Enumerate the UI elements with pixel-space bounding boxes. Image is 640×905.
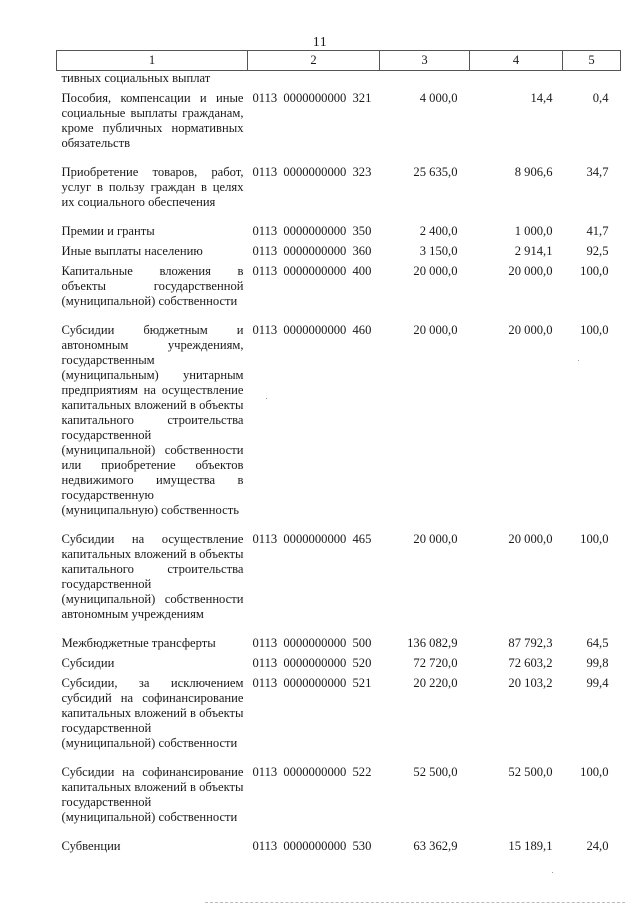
row-code-cell: 0113 0000000000 465	[252, 532, 372, 546]
row-actual-cell: 52 500,0	[508, 765, 553, 779]
row-actual-cell: 20 000,0	[508, 323, 553, 337]
row-code-cell	[248, 71, 380, 92]
table-row	[57, 244, 621, 264]
table-row	[57, 71, 621, 92]
table-row	[57, 323, 621, 532]
row-percent-cell: 100,0	[580, 323, 609, 337]
page-bottom-rule	[205, 902, 625, 903]
scan-speck	[578, 360, 579, 361]
table-row	[57, 636, 621, 656]
row-name-cell: Субвенции	[61, 839, 121, 853]
column-header-2: 2	[248, 51, 380, 71]
row-code-cell: 0113 0000000000 350	[252, 224, 372, 238]
row-percent-cell: 24,0	[586, 839, 609, 853]
row-plan-cell: 52 500,0	[413, 765, 458, 779]
row-actual-cell: 87 792,3	[508, 636, 553, 650]
row-actual-cell	[470, 71, 563, 92]
row-name-cell: Субсидии бюджетным и автономным учреждениям, государственным (муниципальным) унитарным предприятиям на осуществление капитальных вложений в объекты капитального строительства государственной (муниципальной) собственности или приобретение объектов недвижимого имущества в государственную (муниципальную) собственность	[61, 323, 244, 517]
row-percent-cell: 99,4	[586, 676, 609, 690]
table-row	[57, 165, 621, 224]
row-name-cell: Межбюджетные трансферты	[61, 636, 216, 650]
table-header-row	[57, 51, 621, 71]
row-code-cell: 0113 0000000000 460	[252, 323, 372, 337]
row-plan-cell: 2 400,0	[419, 224, 458, 238]
row-name-cell: Капитальные вложения в объекты государственной (муниципальной) собственности	[61, 264, 244, 308]
row-plan-cell: 20 220,0	[413, 676, 458, 690]
row-percent-cell: 100,0	[580, 765, 609, 779]
table-row	[57, 91, 621, 165]
row-actual-cell: 1 000,0	[514, 224, 553, 238]
row-plan-cell: 63 362,9	[413, 839, 458, 853]
row-plan-cell: 72 720,0	[413, 656, 458, 670]
row-actual-cell: 20 103,2	[508, 676, 553, 690]
row-code-cell: 0113 0000000000 530	[252, 839, 372, 853]
table-row	[57, 676, 621, 765]
row-actual-cell: 20 000,0	[508, 532, 553, 546]
column-header-3: 3	[380, 51, 470, 71]
column-header-5: 5	[563, 51, 621, 71]
row-percent-cell: 34,7	[586, 165, 609, 179]
row-plan-cell: 20 000,0	[413, 532, 458, 546]
row-plan-cell: 136 082,9	[407, 636, 458, 650]
row-code-cell: 0113 0000000000 522	[252, 765, 372, 779]
row-actual-cell: 72 603,2	[508, 656, 553, 670]
row-actual-cell: 8 906,6	[514, 165, 553, 179]
row-plan-cell: 20 000,0	[413, 323, 458, 337]
row-code-cell: 0113 0000000000 360	[252, 244, 372, 258]
row-name-cell: Иные выплаты населению	[61, 244, 203, 258]
row-plan-cell: 3 150,0	[419, 244, 458, 258]
scan-speck	[552, 872, 553, 873]
row-code-cell: 0113 0000000000 323	[252, 165, 372, 179]
row-plan-cell: 4 000,0	[419, 91, 458, 105]
table-row	[57, 765, 621, 839]
row-percent-cell: 100,0	[580, 264, 609, 278]
column-header-1: 1	[57, 51, 248, 71]
row-percent-cell	[563, 71, 621, 92]
page-number: 11	[312, 35, 328, 50]
row-actual-cell: 15 189,1	[508, 839, 553, 853]
row-actual-cell: 20 000,0	[508, 264, 553, 278]
row-name-cell: Пособия, компенсации и иные социальные выплаты гражданам, кроме публичных нормативных обязательств	[61, 91, 244, 150]
table-row	[57, 839, 621, 868]
row-plan-cell	[380, 71, 470, 92]
budget-table	[56, 50, 621, 868]
row-name-cell: Субсидии, за исключением субсидий на софинансирование капитальных вложений в объекты государственной (муниципальной) собственности	[61, 676, 244, 750]
scan-speck	[266, 398, 267, 399]
row-name-cell: Премии и гранты	[61, 224, 155, 238]
row-code-cell: 0113 0000000000 520	[252, 656, 372, 670]
row-percent-cell: 100,0	[580, 532, 609, 546]
row-percent-cell: 64,5	[586, 636, 609, 650]
row-code-cell: 0113 0000000000 321	[252, 91, 372, 105]
table-row	[57, 224, 621, 244]
row-actual-cell: 2 914,1	[514, 244, 553, 258]
row-percent-cell: 99,8	[586, 656, 609, 670]
row-percent-cell: 41,7	[586, 224, 609, 238]
row-name-cell: Субсидии	[61, 656, 115, 670]
row-code-cell: 0113 0000000000 400	[252, 264, 372, 278]
table-row	[57, 264, 621, 323]
row-percent-cell: 92,5	[586, 244, 609, 258]
row-name-cell: тивных социальных выплат	[61, 71, 211, 85]
column-header-4: 4	[470, 51, 563, 71]
row-plan-cell: 20 000,0	[413, 264, 458, 278]
row-code-cell: 0113 0000000000 521	[252, 676, 372, 690]
row-code-cell: 0113 0000000000 500	[252, 636, 372, 650]
row-plan-cell: 25 635,0	[413, 165, 458, 179]
row-actual-cell: 14,4	[530, 91, 553, 105]
table-row	[57, 656, 621, 676]
row-percent-cell: 0,4	[592, 91, 609, 105]
table-row	[57, 532, 621, 636]
row-name-cell: Субсидии на осуществление капитальных вложений в объекты капитального строительства государственной (муниципальной) собственности автономным учреждениям	[61, 532, 244, 621]
row-name-cell: Приобретение товаров, работ, услуг в пользу граждан в целях их социального обеспечения	[61, 165, 244, 209]
row-name-cell: Субсидии на софинансирование капитальных вложений в объекты государственной (муниципальной) собственности	[61, 765, 244, 824]
